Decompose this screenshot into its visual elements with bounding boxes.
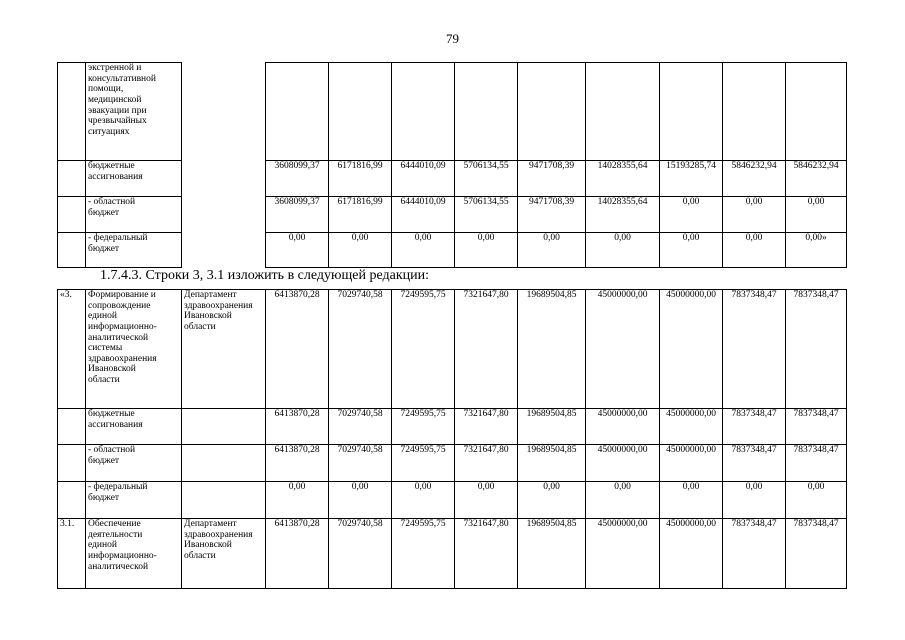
table-row-3	[58, 290, 847, 409]
value-cell: 7837348,47	[723, 519, 786, 589]
value-cell	[586, 63, 660, 161]
budget-table-amended-rows	[57, 289, 847, 589]
value-cell	[392, 63, 455, 161]
value-cell: 6413870,28	[266, 409, 329, 445]
value-cell: 7029740,58	[329, 409, 392, 445]
value-cell: 0,00	[518, 482, 586, 519]
value-cell	[786, 63, 847, 161]
value-cell: 0,00	[392, 233, 455, 268]
value-cell: 7837348,47	[786, 290, 847, 409]
value-cell: 45000000,00	[586, 290, 660, 409]
value-cell: 7837348,47	[723, 290, 786, 409]
value-cell: 9471708,39	[518, 161, 586, 197]
value-cell: 5706134,55	[455, 161, 518, 197]
page-number: 79	[446, 31, 459, 46]
row-description-cell: Обеспечение деятельности единой информационно- аналитической	[86, 519, 182, 589]
value-cell: 7321647,80	[455, 445, 518, 482]
value-cell: 0,00»	[786, 233, 847, 268]
value-cell: 0,00	[660, 233, 723, 268]
row-description-cell: - областной бюджет	[86, 445, 182, 482]
value-cell: 45000000,00	[660, 290, 723, 409]
value-cell	[266, 63, 329, 161]
value-cell: 14028355,64	[586, 161, 660, 197]
table-row-federal-budget	[58, 233, 847, 268]
table-row-federal-budget	[58, 482, 847, 519]
value-cell: 6413870,28	[266, 445, 329, 482]
table-row-emergency-tail	[58, 63, 847, 161]
value-cell: 7249595,75	[392, 445, 455, 482]
value-cell: 45000000,00	[660, 445, 723, 482]
value-cell: 7837348,47	[786, 519, 847, 589]
value-cell: 0,00	[786, 197, 847, 233]
row-description-cell: экстренной и консультативной помощи, медицинской эвакуации при чрезвычайных ситуациях	[86, 63, 182, 161]
value-cell: 15193285,74	[660, 161, 723, 197]
row-department-cell	[182, 482, 266, 519]
value-cell: 0,00	[786, 482, 847, 519]
row-description-cell: бюджетные ассигнования	[86, 161, 182, 197]
table-row-regional-budget	[58, 445, 847, 482]
value-cell: 0,00	[455, 233, 518, 268]
table-top-body	[58, 63, 847, 268]
value-cell: 19689504,85	[518, 445, 586, 482]
table-bottom-body	[58, 290, 847, 589]
row-description-cell: - федеральный бюджет	[86, 233, 182, 268]
value-cell: 0,00	[723, 482, 786, 519]
table-row-budget-allocations	[58, 161, 847, 197]
value-cell	[723, 63, 786, 161]
value-cell: 0,00	[329, 482, 392, 519]
value-cell: 6171816,99	[329, 161, 392, 197]
value-cell: 0,00	[266, 233, 329, 268]
value-cell: 7837348,47	[723, 409, 786, 445]
row-number-cell	[58, 197, 86, 233]
row-department-cell: Департамент здравоохранения Ивановской области	[182, 519, 266, 589]
row-department-cell: Департамент здравоохранения Ивановской области	[182, 290, 266, 409]
value-cell: 5706134,55	[455, 197, 518, 233]
value-cell: 45000000,00	[586, 409, 660, 445]
value-cell: 7029740,58	[329, 445, 392, 482]
row-department-cell	[182, 409, 266, 445]
value-cell	[455, 63, 518, 161]
value-cell: 7249595,75	[392, 519, 455, 589]
value-cell: 7321647,80	[455, 290, 518, 409]
value-cell	[660, 63, 723, 161]
row-number-cell	[58, 63, 86, 161]
value-cell: 0,00	[518, 233, 586, 268]
value-cell: 0,00	[660, 197, 723, 233]
value-cell: 14028355,64	[586, 197, 660, 233]
row-department-cell	[182, 63, 266, 161]
value-cell: 19689504,85	[518, 519, 586, 589]
value-cell: 0,00	[723, 233, 786, 268]
row-description-cell: - областной бюджет	[86, 197, 182, 233]
row-number-cell	[58, 445, 86, 482]
table-row-regional-budget	[58, 197, 847, 233]
value-cell: 6413870,28	[266, 290, 329, 409]
value-cell: 45000000,00	[586, 445, 660, 482]
amendment-instruction: 1.7.4.3. Строки 3, 3.1 изложить в следующей редакции:	[100, 268, 430, 283]
budget-table-continuation	[57, 62, 847, 268]
value-cell: 5846232,94	[723, 161, 786, 197]
value-cell	[329, 63, 392, 161]
row-number-cell	[58, 161, 86, 197]
row-number-cell	[58, 482, 86, 519]
row-number-cell	[58, 409, 86, 445]
row-department-cell	[182, 161, 266, 197]
value-cell: 7837348,47	[786, 409, 847, 445]
value-cell: 0,00	[329, 233, 392, 268]
value-cell: 7321647,80	[455, 519, 518, 589]
value-cell: 0,00	[586, 233, 660, 268]
row-description-cell: Формирование и сопровождение единой информационно- аналитической системы здравоохранения Ивановской области	[86, 290, 182, 409]
value-cell: 7321647,80	[455, 409, 518, 445]
value-cell: 0,00	[586, 482, 660, 519]
value-cell: 19689504,85	[518, 290, 586, 409]
row-department-cell	[182, 445, 266, 482]
row-number-cell: 3.1.	[58, 519, 86, 589]
value-cell: 0,00	[266, 482, 329, 519]
value-cell: 0,00	[455, 482, 518, 519]
value-cell: 0,00	[660, 482, 723, 519]
row-number-cell: «3.	[58, 290, 86, 409]
row-description-cell: бюджетные ассигнования	[86, 409, 182, 445]
table-row-3-1	[58, 519, 847, 589]
value-cell	[518, 63, 586, 161]
value-cell: 7837348,47	[786, 445, 847, 482]
value-cell: 7029740,58	[329, 519, 392, 589]
row-description-cell: - федеральный бюджет	[86, 482, 182, 519]
value-cell: 19689504,85	[518, 409, 586, 445]
row-department-cell	[182, 197, 266, 233]
value-cell: 6444010,09	[392, 197, 455, 233]
value-cell: 7249595,75	[392, 409, 455, 445]
value-cell: 7249595,75	[392, 290, 455, 409]
table-row-budget-allocations	[58, 409, 847, 445]
value-cell: 45000000,00	[660, 409, 723, 445]
value-cell: 45000000,00	[586, 519, 660, 589]
value-cell: 6171816,99	[329, 197, 392, 233]
value-cell: 5846232,94	[786, 161, 847, 197]
value-cell: 3608099,37	[266, 197, 329, 233]
row-department-cell	[182, 233, 266, 268]
row-number-cell	[58, 233, 86, 268]
value-cell: 9471708,39	[518, 197, 586, 233]
value-cell: 7837348,47	[723, 445, 786, 482]
value-cell: 45000000,00	[660, 519, 723, 589]
value-cell: 0,00	[723, 197, 786, 233]
value-cell: 7029740,58	[329, 290, 392, 409]
value-cell: 6413870,28	[266, 519, 329, 589]
value-cell: 0,00	[392, 482, 455, 519]
value-cell: 6444010,09	[392, 161, 455, 197]
value-cell: 3608099,37	[266, 161, 329, 197]
